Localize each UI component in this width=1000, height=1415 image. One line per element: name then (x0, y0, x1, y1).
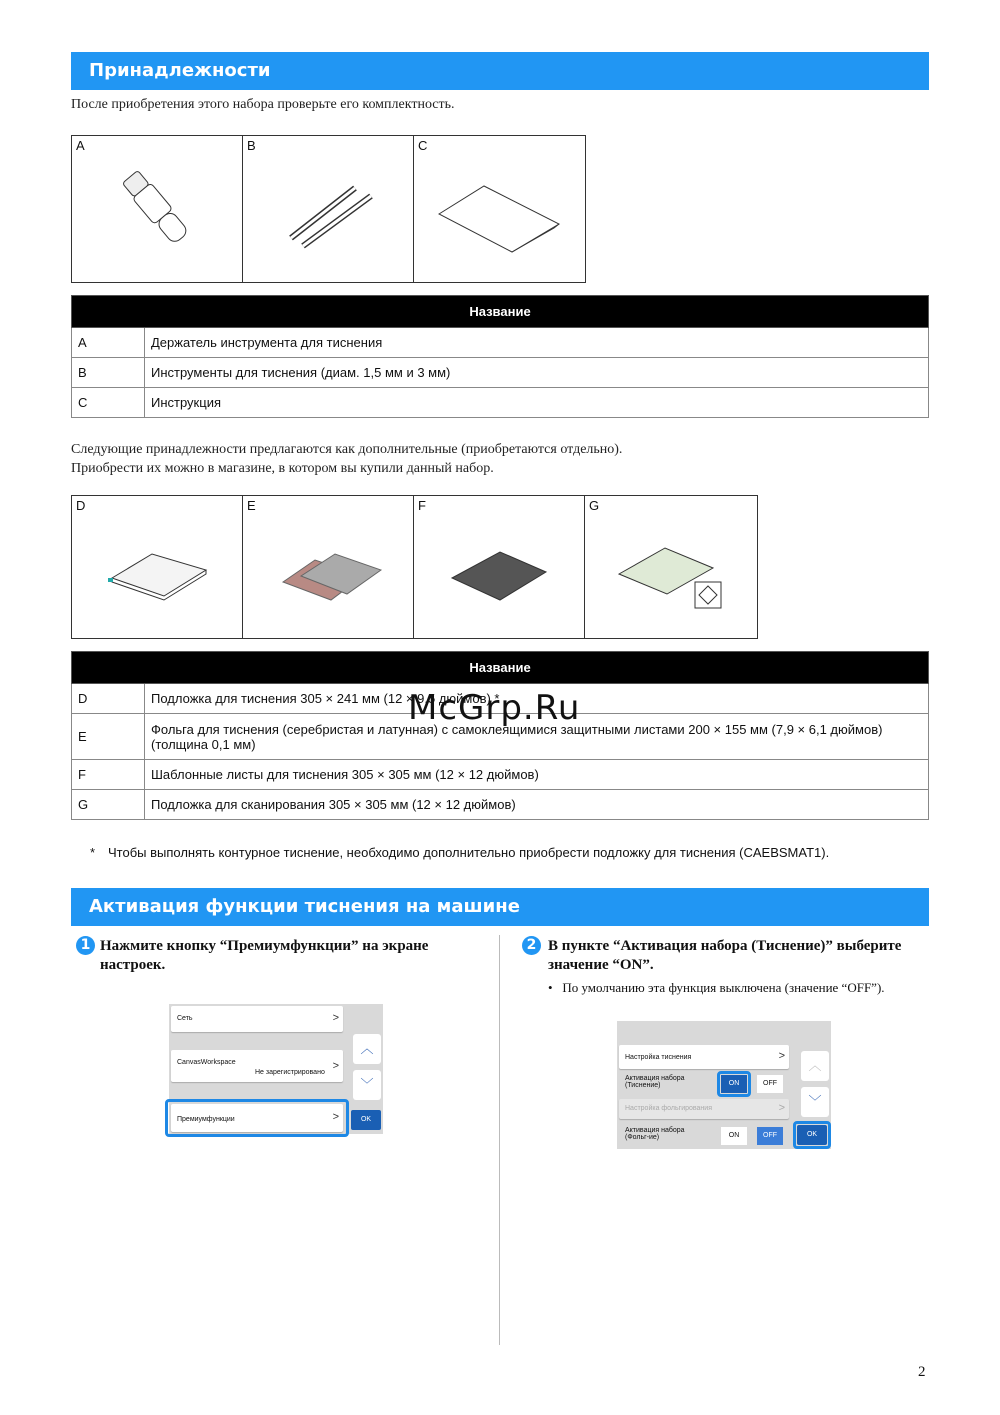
row-name: Подложка для сканирования 305 × 305 мм (12 × 12 дюймов) (145, 790, 929, 820)
image-label: F (418, 498, 426, 513)
chevron-right-icon: > (332, 1012, 339, 1024)
footnote-mark: * (90, 845, 96, 860)
step-2-text: В пункте “Активация набора (Тиснение)” выберите значение “ON”. (548, 938, 902, 973)
optional-items-images (71, 495, 758, 639)
chevron-right-icon: > (778, 1102, 785, 1114)
row-key: E (72, 714, 145, 760)
optional-items-table (71, 651, 929, 820)
menu-item-label: Сеть (177, 1015, 193, 1022)
table-row (72, 328, 929, 358)
settings-screen-2 (617, 1021, 831, 1149)
image-label: E (247, 498, 256, 513)
image-cell-g (585, 496, 756, 638)
tool-holder-illustration (72, 136, 243, 282)
manual-illustration (414, 136, 585, 282)
scroll-up-button[interactable]: ︿ (801, 1051, 829, 1081)
row-key: G (72, 790, 145, 820)
row-key: C (72, 388, 145, 418)
image-label: A (76, 138, 85, 153)
menu-item-foil-settings (619, 1099, 789, 1119)
chevron-right-icon: > (332, 1111, 339, 1123)
row-name: Фольга для тиснения (серебристая и латунная) с самоклеящимися защитными листами 200 × 155 мм (7,9 × 6,1 дюймов) (толщина 0,1 мм) (145, 714, 929, 760)
row-name: Подложка для тиснения 305 × 241 мм (12 × 9,5 дюймов) * (145, 684, 929, 714)
table-header: Название (72, 652, 929, 684)
embossing-tools-illustration (243, 136, 414, 282)
ok-button[interactable]: OK (797, 1125, 827, 1145)
step-number: 1 (76, 936, 95, 955)
scroll-down-button[interactable]: ﹀ (801, 1087, 829, 1117)
image-cell-a (72, 136, 243, 282)
note-text: По умолчанию эта функция выключена (значение “OFF”). (562, 980, 885, 995)
scroll-down-button[interactable]: ﹀ (353, 1070, 381, 1100)
row-name: Шаблонные листы для тиснения 305 × 305 мм (12 × 12 дюймов) (145, 760, 929, 790)
image-cell-d (72, 496, 243, 638)
table-row (72, 388, 929, 418)
footnote-text: Чтобы выполнять контурное тиснение, необходимо дополнительно приобрести подложку для тиснения (CAEBSMAT1). (108, 845, 830, 860)
step-1-badge (76, 936, 95, 955)
scroll-up-button[interactable]: ︿ (353, 1034, 381, 1064)
row-key: A (72, 328, 145, 358)
section-title-accessories: Принадлежности (71, 52, 929, 90)
menu-item-label: Настройка тиснения (625, 1054, 692, 1061)
intro-text: После приобретения этого набора проверьте его комплектность. (71, 97, 455, 112)
table-row (72, 358, 929, 388)
image-label: C (418, 138, 428, 153)
chevron-right-icon: > (332, 1060, 339, 1072)
menu-item-label: CanvasWorkspace (177, 1059, 236, 1066)
bullet: • (548, 980, 563, 995)
menu-item-label: Настройка фольгирования (625, 1105, 712, 1112)
included-items-table (71, 295, 929, 418)
highlight-ok (793, 1121, 831, 1149)
step-1-text: Нажмите кнопку “Премиумфункции” на экране настроек. (100, 938, 429, 973)
image-label: B (247, 138, 256, 153)
column-divider (499, 935, 500, 1345)
row-name: Инструкция (145, 388, 929, 418)
image-label: D (76, 498, 86, 513)
on-button[interactable]: ON (721, 1075, 747, 1093)
template-sheets-illustration (414, 496, 585, 638)
table-row (72, 760, 929, 790)
highlight-on (717, 1071, 751, 1097)
image-cell-b (243, 136, 414, 282)
ok-button[interactable]: OK (351, 1110, 381, 1130)
table-row (72, 790, 929, 820)
row-key: F (72, 760, 145, 790)
page-number: 2 (918, 1364, 926, 1380)
foil-sheets-illustration (243, 496, 414, 638)
on-button-foil[interactable]: ON (721, 1127, 747, 1145)
section-title-activation: Активация функции тиснения на машине (71, 888, 929, 926)
off-button-foil[interactable]: OFF (757, 1127, 783, 1145)
embossing-mat-illustration (72, 496, 243, 638)
settings-screen-1 (169, 1004, 383, 1134)
step-2-badge (522, 936, 541, 955)
row-key: B (72, 358, 145, 388)
chevron-right-icon: > (778, 1050, 785, 1062)
table-header: Название (72, 296, 929, 328)
setting-label-embossing: Активация набора (Тиснение) (625, 1075, 685, 1089)
image-cell-f (414, 496, 585, 638)
image-cell-c (414, 136, 585, 282)
status-text: Не зарегистрировано (255, 1069, 325, 1076)
step-2-note (548, 980, 885, 996)
highlight-premium (165, 1099, 349, 1137)
scanning-mat-illustration (585, 496, 756, 638)
row-name: Инструменты для тиснения (диам. 1,5 мм и 3 мм) (145, 358, 929, 388)
optional-text-2: Приобрести их можно в магазине, в котором вы купили данный набор. (71, 461, 494, 476)
image-cell-e (243, 496, 414, 638)
row-key: D (72, 684, 145, 714)
optional-text-1: Следующие принадлежности предлагаются как дополнительные (приобретаются отдельно). (71, 442, 623, 457)
off-button[interactable]: OFF (757, 1075, 783, 1093)
footnote (90, 845, 829, 860)
menu-item-embossing-settings[interactable] (619, 1045, 789, 1069)
menu-item-network[interactable] (171, 1006, 343, 1032)
row-name: Держатель инструмента для тиснения (145, 328, 929, 358)
included-items-images (71, 135, 586, 283)
menu-item-label: Премиумфункции (177, 1116, 235, 1123)
step-number: 2 (522, 936, 541, 955)
image-label: G (589, 498, 600, 513)
watermark: McGrp.Ru (408, 688, 581, 728)
setting-label-foil: Активация набора (Фольг-ие) (625, 1127, 685, 1141)
menu-item-canvasworkspace[interactable] (171, 1050, 343, 1082)
